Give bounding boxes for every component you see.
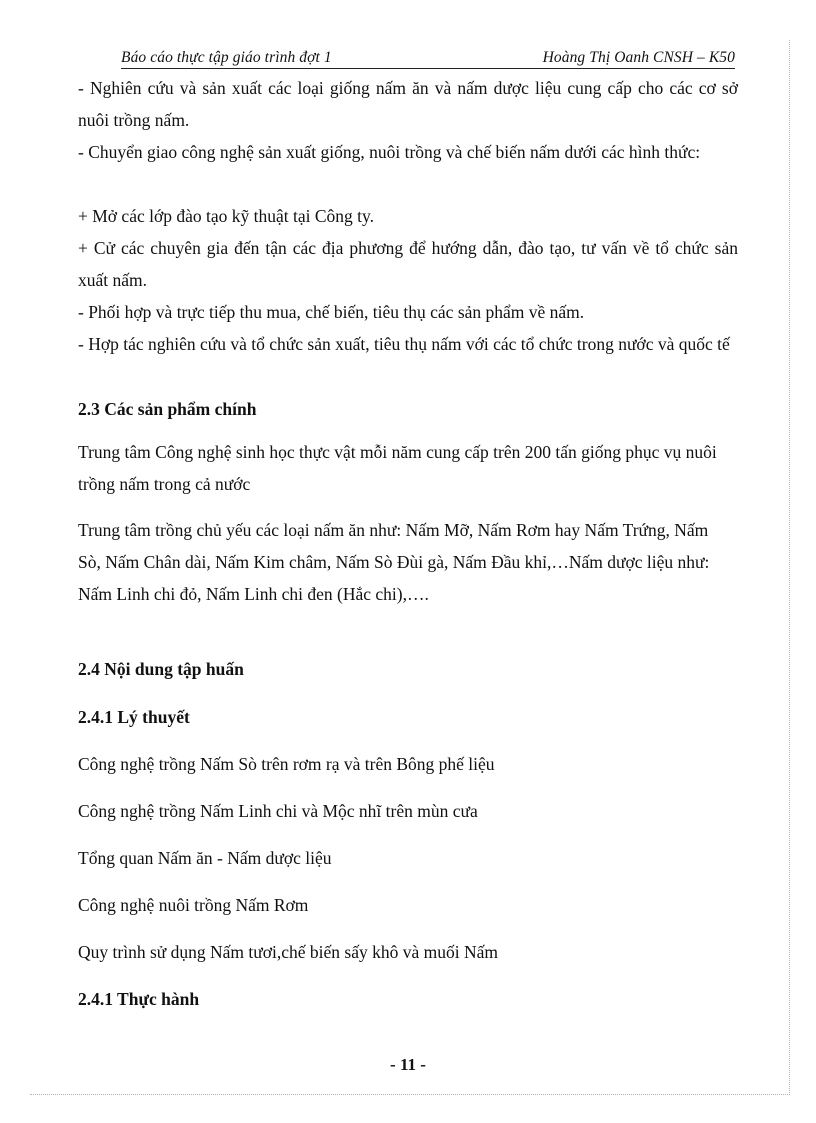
- page-header: [121, 49, 735, 69]
- page-number: - 11 -: [390, 1055, 426, 1074]
- heading-main-products: 2.3 Các sản phẩm chính: [78, 399, 257, 419]
- bullet-experts: + Cử các chuyên gia đến tận các địa phương để hướng dẫn, đào tạo, tư vấn về tổ chức sản xuất nấm.: [78, 238, 738, 290]
- heading-training-content: 2.4 Nội dung tập huấn: [78, 659, 244, 679]
- bullet-purchasing: - Phối hợp và trực tiếp thu mua, chế biến, tiêu thụ các sản phẩm về nấm.: [78, 302, 585, 322]
- heading-theory: 2.4.1 Lý thuyết: [78, 707, 190, 727]
- theory-item: Quy trình sử dụng Nấm tươi,chế biến sấy khô và muối Nấm: [78, 942, 498, 962]
- paragraph-mushroom-types: Trung tâm trồng chủ yếu các loại nấm ăn như: Nấm Mỡ, Nấm Rơm hay Nấm Trứng, Nấm Sò, Nấm Chân dài, Nấm Kim châm, Nấm Sò Đùi gà, Nấm Đầu khỉ,…Nấm dược liệu như: Nấm Linh chi đỏ, Nấm Linh chi đen (Hắc chi),….: [78, 520, 710, 604]
- paragraph-seed-supply: Trung tâm Công nghệ sinh học thực vật mỗi năm cung cấp trên 200 tấn giống phục vụ nuôi trồng nấm trong cả nước: [78, 442, 717, 494]
- theory-item: Công nghệ nuôi trồng Nấm Rơm: [78, 895, 309, 915]
- page-edge-right: [789, 40, 790, 1095]
- theory-item: Tổng quan Nấm ăn - Nấm dược liệu: [78, 848, 332, 868]
- bullet-cooperation: - Hợp tác nghiên cứu và tổ chức sản xuất, tiêu thụ nấm với các tổ chức trong nước và quốc tế: [78, 334, 730, 354]
- theory-item: Công nghệ trồng Nấm Sò trên rơm rạ và trên Bông phế liệu: [78, 754, 495, 774]
- theory-item: Công nghệ trồng Nấm Linh chi và Mộc nhĩ trên mùn cưa: [78, 801, 478, 821]
- bullet-training-classes: + Mở các lớp đào tạo kỹ thuật tại Công ty.: [78, 206, 375, 226]
- header-author: Hoàng Thị Oanh CNSH – K50: [542, 49, 735, 66]
- heading-practice: 2.4.1 Thực hành: [78, 989, 200, 1009]
- bullet-technology-transfer: - Chuyển giao công nghệ sản xuất giống, nuôi trồng và chế biến nấm dưới các hình thức:: [78, 142, 701, 162]
- header-report-title: Báo cáo thực tập giáo trình đợt 1: [121, 49, 332, 66]
- page-edge-bottom: [30, 1094, 790, 1095]
- bullet-research: - Nghiên cứu và sản xuất các loại giống nấm ăn và nấm dược liệu cung cấp cho các cơ sở nuôi trồng nấm.: [78, 78, 738, 130]
